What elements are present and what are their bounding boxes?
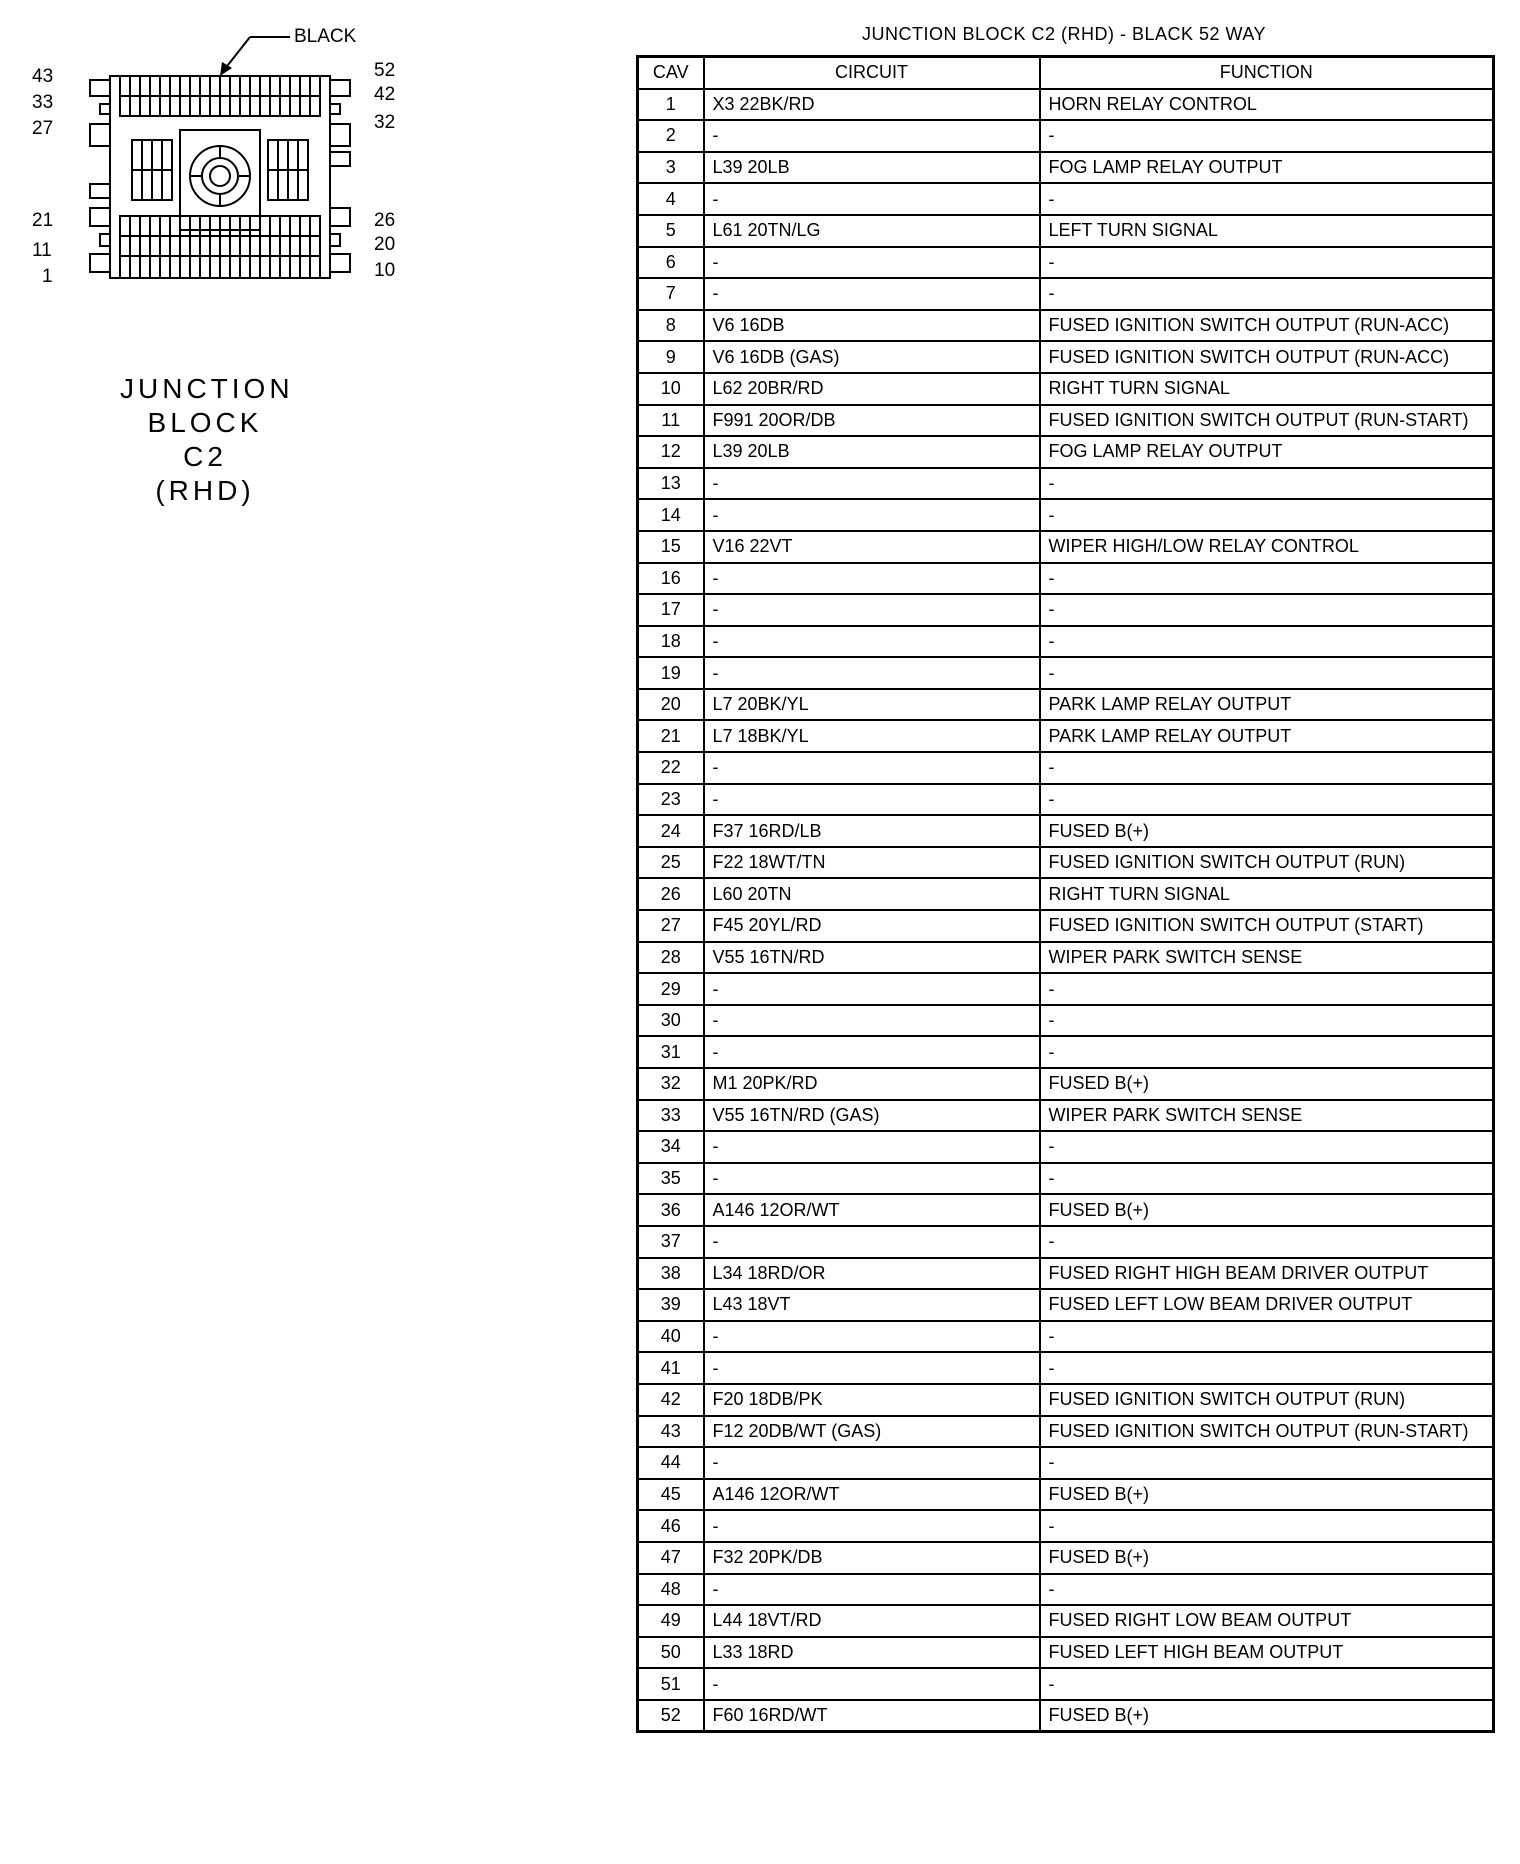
cav-cell: 30 bbox=[638, 1005, 704, 1037]
cav-cell: 6 bbox=[638, 247, 704, 279]
circuit-cell: L39 20LB bbox=[704, 436, 1040, 468]
circuit-cell: - bbox=[704, 1352, 1040, 1384]
cav-cell: 10 bbox=[638, 373, 704, 405]
pin-label: 20 bbox=[374, 234, 396, 255]
cav-cell: 43 bbox=[638, 1416, 704, 1448]
cav-cell: 22 bbox=[638, 752, 704, 784]
function-cell: FUSED B(+) bbox=[1040, 1068, 1494, 1100]
function-cell: - bbox=[1040, 1321, 1494, 1353]
table-row bbox=[638, 1163, 1494, 1195]
function-cell: - bbox=[1040, 594, 1494, 626]
circuit-cell: - bbox=[704, 1574, 1040, 1606]
cav-cell: 15 bbox=[638, 531, 704, 563]
latch-tab bbox=[330, 234, 340, 246]
function-cell: FUSED IGNITION SWITCH OUTPUT (RUN-START) bbox=[1040, 1416, 1494, 1448]
circuit-cell: F37 16RD/LB bbox=[704, 815, 1040, 847]
function-cell: FUSED B(+) bbox=[1040, 1479, 1494, 1511]
cav-cell: 42 bbox=[638, 1384, 704, 1416]
function-cell: - bbox=[1040, 1510, 1494, 1542]
circuit-cell: - bbox=[704, 626, 1040, 658]
cav-cell: 4 bbox=[638, 183, 704, 215]
circuit-cell: L62 20BR/RD bbox=[704, 373, 1040, 405]
function-cell: PARK LAMP RELAY OUTPUT bbox=[1040, 720, 1494, 752]
pin-label: 43 bbox=[32, 66, 54, 87]
function-cell: FUSED B(+) bbox=[1040, 1194, 1494, 1226]
circuit-cell: L33 18RD bbox=[704, 1637, 1040, 1669]
circuit-cell: - bbox=[704, 1321, 1040, 1353]
latch-tab bbox=[100, 234, 110, 246]
circuit-cell: - bbox=[704, 1163, 1040, 1195]
circuit-cell: - bbox=[704, 1510, 1040, 1542]
pin-label: 10 bbox=[374, 260, 396, 281]
center-bolt-inner bbox=[210, 166, 230, 186]
table-row bbox=[638, 1510, 1494, 1542]
table-row bbox=[638, 183, 1494, 215]
function-cell: FUSED RIGHT LOW BEAM OUTPUT bbox=[1040, 1605, 1494, 1637]
circuit-cell: - bbox=[704, 1226, 1040, 1258]
circuit-cell: - bbox=[704, 247, 1040, 279]
circuit-cell: - bbox=[704, 1005, 1040, 1037]
table-row bbox=[638, 1036, 1494, 1068]
cav-cell: 28 bbox=[638, 942, 704, 974]
cav-cell: 8 bbox=[638, 310, 704, 342]
table-row bbox=[638, 310, 1494, 342]
latch-tab bbox=[330, 254, 350, 272]
color-callout: BLACK bbox=[294, 26, 357, 47]
cav-cell: 40 bbox=[638, 1321, 704, 1353]
table-row bbox=[638, 1637, 1494, 1669]
circuit-cell: L60 20TN bbox=[704, 878, 1040, 910]
circuit-cell: V6 16DB bbox=[704, 310, 1040, 342]
table-row bbox=[638, 499, 1494, 531]
function-cell: FUSED IGNITION SWITCH OUTPUT (RUN-START) bbox=[1040, 405, 1494, 437]
cav-cell: 38 bbox=[638, 1258, 704, 1290]
table-row bbox=[638, 878, 1494, 910]
table-row bbox=[638, 152, 1494, 184]
table-title: JUNCTION BLOCK C2 (RHD) - BLACK 52 WAY bbox=[861, 24, 1267, 44]
cav-cell: 48 bbox=[638, 1574, 704, 1606]
table-row bbox=[638, 689, 1494, 721]
circuit-cell: - bbox=[704, 752, 1040, 784]
circuit-cell: V16 22VT bbox=[704, 531, 1040, 563]
function-cell: FUSED IGNITION SWITCH OUTPUT (RUN) bbox=[1040, 847, 1494, 879]
function-cell: - bbox=[1040, 1163, 1494, 1195]
function-cell: - bbox=[1040, 1036, 1494, 1068]
latch-tab bbox=[330, 124, 350, 146]
table-row bbox=[638, 942, 1494, 974]
cav-cell: 24 bbox=[638, 815, 704, 847]
table-row bbox=[638, 1668, 1494, 1700]
circuit-cell: F60 16RD/WT bbox=[704, 1700, 1040, 1732]
cav-cell: 26 bbox=[638, 878, 704, 910]
function-cell: - bbox=[1040, 120, 1494, 152]
table-row bbox=[638, 1194, 1494, 1226]
pin-label: 52 bbox=[374, 60, 396, 81]
function-cell: - bbox=[1040, 1668, 1494, 1700]
callout-leader bbox=[224, 37, 250, 70]
table-row bbox=[638, 531, 1494, 563]
cav-cell: 13 bbox=[638, 468, 704, 500]
circuit-cell: A146 12OR/WT bbox=[704, 1479, 1040, 1511]
table-row bbox=[638, 1005, 1494, 1037]
function-cell: WIPER PARK SWITCH SENSE bbox=[1040, 942, 1494, 974]
cav-cell: 9 bbox=[638, 341, 704, 373]
cav-cell: 21 bbox=[638, 720, 704, 752]
function-cell: WIPER PARK SWITCH SENSE bbox=[1040, 1100, 1494, 1132]
circuit-cell: L43 18VT bbox=[704, 1289, 1040, 1321]
function-cell: FOG LAMP RELAY OUTPUT bbox=[1040, 436, 1494, 468]
function-cell: WIPER HIGH/LOW RELAY CONTROL bbox=[1040, 531, 1494, 563]
latch-tab bbox=[100, 104, 110, 114]
pin-label: 11 bbox=[32, 240, 52, 261]
table-row bbox=[638, 815, 1494, 847]
cav-cell: 34 bbox=[638, 1131, 704, 1163]
latch-tab bbox=[90, 208, 110, 226]
header-cav: CAV bbox=[638, 57, 704, 89]
cav-cell: 31 bbox=[638, 1036, 704, 1068]
cav-cell: 27 bbox=[638, 910, 704, 942]
pin-label: 32 bbox=[374, 112, 396, 133]
circuit-cell: M1 20PK/RD bbox=[704, 1068, 1040, 1100]
function-cell: - bbox=[1040, 1005, 1494, 1037]
circuit-cell: - bbox=[704, 1131, 1040, 1163]
function-cell: FUSED IGNITION SWITCH OUTPUT (START) bbox=[1040, 910, 1494, 942]
function-cell: - bbox=[1040, 1131, 1494, 1163]
table-row bbox=[638, 405, 1494, 437]
caption-line: JUNCTION bbox=[120, 373, 294, 404]
circuit-cell: - bbox=[704, 183, 1040, 215]
table-row bbox=[638, 436, 1494, 468]
latch-tab bbox=[330, 208, 350, 226]
function-cell: - bbox=[1040, 468, 1494, 500]
latch-tab bbox=[90, 80, 110, 96]
function-cell: - bbox=[1040, 247, 1494, 279]
header-function: FUNCTION bbox=[1040, 57, 1494, 89]
circuit-cell: - bbox=[704, 784, 1040, 816]
table-row bbox=[638, 1447, 1494, 1479]
function-cell: - bbox=[1040, 499, 1494, 531]
function-cell: FUSED B(+) bbox=[1040, 1700, 1494, 1732]
circuit-cell: L7 20BK/YL bbox=[704, 689, 1040, 721]
function-cell: - bbox=[1040, 784, 1494, 816]
table-row bbox=[638, 1352, 1494, 1384]
function-cell: FUSED LEFT LOW BEAM DRIVER OUTPUT bbox=[1040, 1289, 1494, 1321]
cav-cell: 18 bbox=[638, 626, 704, 658]
function-cell: - bbox=[1040, 278, 1494, 310]
table-row bbox=[638, 215, 1494, 247]
circuit-cell: - bbox=[704, 499, 1040, 531]
function-cell: RIGHT TURN SIGNAL bbox=[1040, 878, 1494, 910]
cav-cell: 17 bbox=[638, 594, 704, 626]
cav-cell: 1 bbox=[638, 89, 704, 121]
function-cell: HORN RELAY CONTROL bbox=[1040, 89, 1494, 121]
cav-cell: 37 bbox=[638, 1226, 704, 1258]
cav-cell: 5 bbox=[638, 215, 704, 247]
circuit-cell: F12 20DB/WT (GAS) bbox=[704, 1416, 1040, 1448]
table-row bbox=[638, 1700, 1494, 1732]
pin-label: 26 bbox=[374, 210, 396, 231]
function-cell: - bbox=[1040, 1574, 1494, 1606]
table-row bbox=[638, 373, 1494, 405]
function-cell: FUSED B(+) bbox=[1040, 1542, 1494, 1574]
function-cell: - bbox=[1040, 752, 1494, 784]
table-row bbox=[638, 1131, 1494, 1163]
function-cell: FOG LAMP RELAY OUTPUT bbox=[1040, 152, 1494, 184]
circuit-cell: A146 12OR/WT bbox=[704, 1194, 1040, 1226]
connector-caption bbox=[120, 372, 294, 508]
table-header-row bbox=[638, 57, 1494, 89]
function-cell: FUSED RIGHT HIGH BEAM DRIVER OUTPUT bbox=[1040, 1258, 1494, 1290]
table-row bbox=[638, 1542, 1494, 1574]
cav-cell: 51 bbox=[638, 1668, 704, 1700]
circuit-cell: L61 20TN/LG bbox=[704, 215, 1040, 247]
cav-cell: 46 bbox=[638, 1510, 704, 1542]
pin-label: 42 bbox=[374, 84, 396, 105]
table-row bbox=[638, 1068, 1494, 1100]
table-row bbox=[638, 468, 1494, 500]
table-row bbox=[638, 594, 1494, 626]
cav-cell: 12 bbox=[638, 436, 704, 468]
connector-face-diagram bbox=[0, 0, 420, 300]
table-row bbox=[638, 973, 1494, 1005]
cav-cell: 49 bbox=[638, 1605, 704, 1637]
cav-cell: 47 bbox=[638, 1542, 704, 1574]
cav-cell: 29 bbox=[638, 973, 704, 1005]
cav-cell: 45 bbox=[638, 1479, 704, 1511]
function-cell: LEFT TURN SIGNAL bbox=[1040, 215, 1494, 247]
table-row bbox=[638, 1321, 1494, 1353]
circuit-cell: - bbox=[704, 468, 1040, 500]
caption-line: BLOCK C2 bbox=[147, 407, 263, 472]
table-row bbox=[638, 89, 1494, 121]
function-cell: - bbox=[1040, 183, 1494, 215]
circuit-cell: V6 16DB (GAS) bbox=[704, 341, 1040, 373]
circuit-cell: F22 18WT/TN bbox=[704, 847, 1040, 879]
circuit-cell: - bbox=[704, 594, 1040, 626]
circuit-cell: L34 18RD/OR bbox=[704, 1258, 1040, 1290]
table-row bbox=[638, 563, 1494, 595]
cav-cell: 7 bbox=[638, 278, 704, 310]
circuit-cell: L39 20LB bbox=[704, 152, 1040, 184]
table-row bbox=[638, 247, 1494, 279]
cav-cell: 44 bbox=[638, 1447, 704, 1479]
table-row bbox=[638, 120, 1494, 152]
circuit-cell: X3 22BK/RD bbox=[704, 89, 1040, 121]
cav-cell: 35 bbox=[638, 1163, 704, 1195]
circuit-cell: - bbox=[704, 563, 1040, 595]
circuit-cell: F991 20OR/DB bbox=[704, 405, 1040, 437]
circuit-cell: F45 20YL/RD bbox=[704, 910, 1040, 942]
table-row bbox=[638, 341, 1494, 373]
circuit-cell: - bbox=[704, 120, 1040, 152]
circuit-cell: - bbox=[704, 1447, 1040, 1479]
table-row bbox=[638, 1479, 1494, 1511]
pin-label: 21 bbox=[32, 210, 54, 231]
cav-cell: 11 bbox=[638, 405, 704, 437]
latch-tab bbox=[330, 104, 340, 114]
cav-cell: 32 bbox=[638, 1068, 704, 1100]
table-row bbox=[638, 1258, 1494, 1290]
cav-cell: 14 bbox=[638, 499, 704, 531]
cav-cell: 36 bbox=[638, 1194, 704, 1226]
cav-cell: 16 bbox=[638, 563, 704, 595]
function-cell: FUSED IGNITION SWITCH OUTPUT (RUN) bbox=[1040, 1384, 1494, 1416]
function-cell: - bbox=[1040, 563, 1494, 595]
function-cell: FUSED IGNITION SWITCH OUTPUT (RUN-ACC) bbox=[1040, 341, 1494, 373]
table-row bbox=[638, 278, 1494, 310]
callout-arrowhead bbox=[220, 62, 232, 76]
cav-cell: 3 bbox=[638, 152, 704, 184]
circuit-cell: L7 18BK/YL bbox=[704, 720, 1040, 752]
cav-cell: 39 bbox=[638, 1289, 704, 1321]
latch-tab bbox=[330, 152, 350, 166]
center-bolt-mid bbox=[202, 158, 238, 194]
circuit-cell: L44 18VT/RD bbox=[704, 1605, 1040, 1637]
function-cell: FUSED LEFT HIGH BEAM OUTPUT bbox=[1040, 1637, 1494, 1669]
table-row bbox=[638, 626, 1494, 658]
function-cell: RIGHT TURN SIGNAL bbox=[1040, 373, 1494, 405]
latch-tab bbox=[90, 254, 110, 272]
header-circuit: CIRCUIT bbox=[704, 57, 1040, 89]
pin-label: 1 bbox=[42, 266, 53, 287]
circuit-cell: - bbox=[704, 278, 1040, 310]
latch-tab bbox=[90, 184, 110, 198]
table-row bbox=[638, 1416, 1494, 1448]
table-row bbox=[638, 1100, 1494, 1132]
cav-cell: 19 bbox=[638, 657, 704, 689]
table-row bbox=[638, 1289, 1494, 1321]
cav-cell: 52 bbox=[638, 1700, 704, 1732]
cav-cell: 33 bbox=[638, 1100, 704, 1132]
circuit-cell: F20 18DB/PK bbox=[704, 1384, 1040, 1416]
table-row bbox=[638, 784, 1494, 816]
table-row bbox=[638, 657, 1494, 689]
cav-cell: 41 bbox=[638, 1352, 704, 1384]
pin-label: 27 bbox=[32, 118, 54, 139]
pin-label: 33 bbox=[32, 92, 54, 113]
circuit-cell: F32 20PK/DB bbox=[704, 1542, 1040, 1574]
table-row bbox=[638, 1605, 1494, 1637]
circuit-cell: V55 16TN/RD (GAS) bbox=[704, 1100, 1040, 1132]
table-row bbox=[638, 720, 1494, 752]
table-row bbox=[638, 1574, 1494, 1606]
caption-line: (RHD) bbox=[155, 475, 255, 506]
cav-cell: 23 bbox=[638, 784, 704, 816]
cav-cell: 25 bbox=[638, 847, 704, 879]
cav-cell: 50 bbox=[638, 1637, 704, 1669]
circuit-cell: - bbox=[704, 1036, 1040, 1068]
function-cell: - bbox=[1040, 1447, 1494, 1479]
cav-cell: 20 bbox=[638, 689, 704, 721]
function-cell: - bbox=[1040, 657, 1494, 689]
circuit-cell: - bbox=[704, 973, 1040, 1005]
function-cell: - bbox=[1040, 973, 1494, 1005]
latch-tab bbox=[90, 124, 110, 146]
pinout-table bbox=[636, 55, 1495, 1733]
circuit-cell: V55 16TN/RD bbox=[704, 942, 1040, 974]
circuit-cell: - bbox=[704, 1668, 1040, 1700]
function-cell: FUSED B(+) bbox=[1040, 815, 1494, 847]
table-row bbox=[638, 1384, 1494, 1416]
table-row bbox=[638, 1226, 1494, 1258]
circuit-cell: - bbox=[704, 657, 1040, 689]
function-cell: PARK LAMP RELAY OUTPUT bbox=[1040, 689, 1494, 721]
function-cell: - bbox=[1040, 1226, 1494, 1258]
function-cell: FUSED IGNITION SWITCH OUTPUT (RUN-ACC) bbox=[1040, 310, 1494, 342]
latch-tab bbox=[330, 80, 350, 96]
function-cell: - bbox=[1040, 626, 1494, 658]
table-row bbox=[638, 910, 1494, 942]
table-row bbox=[638, 752, 1494, 784]
table-row bbox=[638, 847, 1494, 879]
function-cell: - bbox=[1040, 1352, 1494, 1384]
cav-cell: 2 bbox=[638, 120, 704, 152]
